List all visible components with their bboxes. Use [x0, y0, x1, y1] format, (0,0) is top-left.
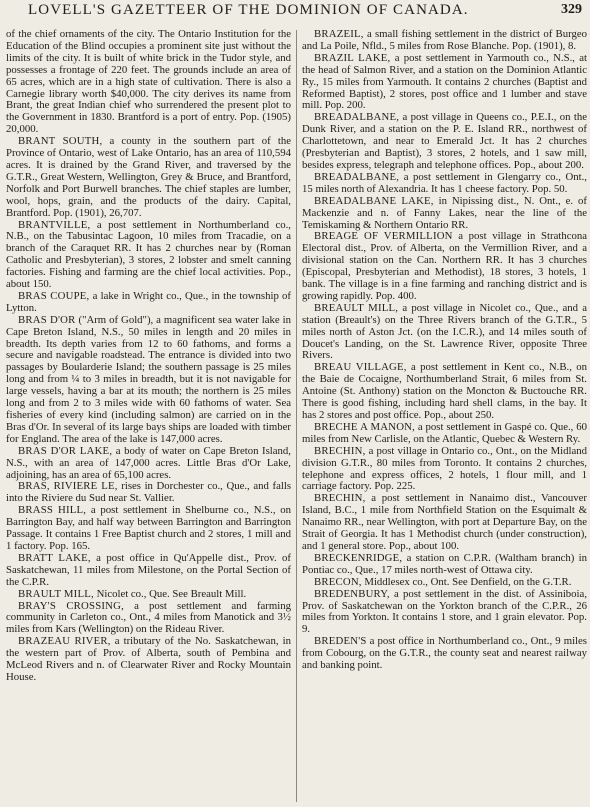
gazetteer-entry [6, 446, 291, 482]
entry-text: Middlesex co., Ont. See Denfield, on the G.T.R. [364, 575, 572, 588]
entry-headword: BREDEN'S [314, 635, 367, 648]
entry-text: a post office in Qu'Appelle dist., Prov. of Saskatchewan, 11 miles from Milestone, on the Portal Section of the C.P.R. [6, 551, 291, 588]
entry-headword: BRAS, RIVIERE LE, [18, 480, 118, 493]
entry-text: a post settlement in Gaspé co. Que., 60 miles from New Carlisle, on the Atlantic, Quebec & Western Ry. [302, 420, 587, 445]
left-column [6, 29, 291, 803]
gazetteer-entry [302, 112, 587, 172]
entry-text: a post settlement in Kent co., N.B., on the Baie de Cocaigne, Northumberland Strait, 6 miles from St. Antoine (St. Anthony) station on the Moncton & Buctouche RR. There is good fishing, including hard shell clams, in the bay. It has 2 stores and post office. Pop., about 250. [302, 361, 587, 421]
gazetteer-entry [302, 589, 587, 637]
entry-headword: BRECHIN, [314, 492, 366, 505]
column-divider [296, 30, 297, 802]
gazetteer-entry [6, 291, 291, 315]
entry-text: a post settlement in Northumberland co., N.B., on the Tabusintac Lagoon, 10 miles from Tracadie, on a branch of the Caraquet RR. It has 2 churches near by (Roman Catholic and Presbyterian), 3 stores, 2 lobster and smelt canning factories. Fishing and farming are the chief local activities. Pop., about 150. [6, 218, 291, 291]
gazetteer-entry [6, 636, 291, 684]
entry-headword: BRECHIN, [314, 444, 366, 457]
right-column [302, 29, 587, 803]
gazetteer-entry [302, 29, 587, 53]
entry-headword: BRAS D'OR LAKE, [18, 444, 113, 457]
entry-headword: BREADALBANE, [314, 170, 400, 183]
gazetteer-entry [302, 636, 587, 672]
gazetteer-entry [6, 29, 291, 136]
entry-headword: BRECKENRIDGE, [314, 551, 403, 564]
gazetteer-entry [302, 172, 587, 196]
entry-text: a post settlement in Shelburne co., N.S., on Barrington Bay, and half way between Barrington and Barrington Passage. It contains 1 Free Baptist church and 2 stores, 1 mill and 1 factory. Pop. 165. [6, 504, 291, 552]
entry-text: a post settlement in Glengarry co., Ont., 15 miles north of Alexandria. It has 1 cheese factory. Pop. 50. [302, 170, 587, 195]
gazetteer-entry [6, 315, 291, 446]
entry-headword: BRAZIL LAKE, [314, 51, 391, 64]
entry-headword: BRAS D'OR [18, 313, 76, 326]
entry-headword: BRAULT MILL, [18, 587, 94, 600]
entry-text: ("Arm of Gold"), a magnificent sea water lake in Cape Breton Island, N.S., 50 miles in length and 20 miles in breadth. Its depth varies from 12 to 60 fathoms, and forms a secure and navigable roadstead. The entrance is divided into two passages by Boularderie Island; the southern passage is 25 miles long and from ¼ to 3 miles in breadth, but it is not navigable for large vessels, having a bar at its mouth; the northern is 25 miles long and from 2 to 3 miles wide with 60 fathoms of water. Sea fisheries of every kind (including salmon) are carried on in the Bras d'Or. In several of its large bays ships are loaded with timber for England. The area of the lake is 147,000 acres. [6, 313, 291, 445]
entry-text: a small fishing settlement in the district of Burgeo and La Poile, Nfld., 5 miles from Rose Blanche. Pop. (1901), 8. [302, 29, 587, 52]
gazetteer-entry [6, 601, 291, 637]
gazetteer-entry [302, 446, 587, 494]
running-title: LOVELL'S GAZETTEER OF THE DOMINION OF CANADA. [28, 2, 469, 18]
gazetteer-entry [302, 53, 587, 113]
entry-headword: BRATT LAKE, [18, 551, 91, 564]
gazetteer-entry [302, 196, 587, 232]
entry-headword: BREAGE OF VERMILLION [314, 230, 453, 243]
gazetteer-entry [302, 231, 587, 302]
entry-text: in Nipissing dist., N. Ont., e. of Mackenzie and n. of Fanny Lakes, near the line of the Temiskaming & Northern Ontario RR. [302, 194, 587, 231]
gazetteer-entry [302, 362, 587, 422]
entry-text: a post village in Strathcona Electoral dist., Prov. of Alberta, on the Vermillion River, and a divisional station on the Can. Northern RR. It has 3 churches (Episcopal, Presbyterian and Methodist), 18 stores, 3 hotels, 1 bank. The village is in a fine farming and ranching district and is growing rapidly. Pop. 400. [302, 230, 587, 302]
entry-text: a lake in Wright co., Que., in the township of Lytton. [6, 289, 291, 314]
entry-headword: BRANTVILLE, [18, 218, 91, 231]
page-header [0, 0, 590, 24]
gazetteer-entry [6, 220, 291, 291]
entry-text: rises in Dorchester co., Que., and falls into the Riviere du Sud near St. Vallier. [6, 480, 291, 505]
entry-text: a post settlement in Yarmouth co., N.S., at the head of Salmon River, and a station on the Dominion Atlantic Ry., 15 miles from Yarmouth. It contains 2 churches (Baptist and Reformed Baptist), 2 stores, post office and 1 lumber and stave mill. Pop. 200. [302, 51, 587, 112]
entry-headword: BRAZEIL, [314, 29, 364, 40]
gazetteer-entry [302, 303, 587, 363]
gazetteer-entry [6, 553, 291, 589]
entry-headword: BRAS COUPE, [18, 289, 90, 302]
entry-text: a post settlement in Nanaimo dist., Vancouver Island, B.C., 1 mile from Northfield Station on the Esquimalt & Nanaimo RR., near Wellington, with port at Departure Bay, on the Strait of Georgia. It has 1 Methodist church (under construction), and 1 general store. Pop., about 100. [302, 492, 587, 552]
entry-headword: BREADALBANE, [314, 111, 400, 124]
entry-text: a post settlement in the dist. of Assiniboia, Prov. of Saskatchewan on the Yorkton branch of the C.P.R., 26 miles from Yorkton. It contains 1 store, and 1 grain elevator. Pop. 9. [302, 587, 587, 636]
entry-headword: BREAULT MILL, [314, 301, 399, 314]
entry-headword: BREADALBANE LAKE, [314, 194, 434, 207]
entry-headword: BREDENBURY, [314, 587, 390, 600]
entry-headword: BREAU VILLAGE, [314, 361, 407, 374]
entry-text: a post village in Nicolet co., Que., and a station (Breault's) on the Three Rivers branch of the G.T.R., 5 miles north of Aston Jct. (on the I.C.R.), and 14 miles south of Doucet's Landing, on the St. Lawrence River, opposite Three Rivers. [302, 301, 587, 362]
entry-text: a county in the southern part of the Province of Ontario, west of Lake Ontario, has an area of 110,594 acres. It is drained by the Grand River, and traversed by the G.T.R., Great Western, Wellington, Grey & Bruce, and Brantford, Norfolk and Port Burwell branches. The chief staples are lumber, wool, hops, grain, and the products of the dairy. Capital, Brantford. Pop. (1901), 26,707. [6, 135, 291, 219]
gazetteer-entry [302, 553, 587, 577]
entry-text: a post office in Northumberland co., Ont., 9 miles from Cobourg, on the G.T.R., the county seat and nearest railway and banking point. [302, 635, 587, 672]
gazetteer-entry [6, 505, 291, 553]
entry-text: a post village in Queens co., P.E.I., on the Dunk River, and a station on the P. E. Island RR., northwest of Charlottetown, and near to Emerald Jct. It has 2 churches (Presbyterian and Baptist), 3 stores, 2 hotels, and 1 saw mill, besides express, telegraph and telephone offices. Pop., about 200. [302, 111, 587, 171]
entry-text: a station on C.P.R. (Waltham branch) in Pontiac co., Que., 17 miles north-west of Ottawa city. [302, 551, 587, 576]
entry-headword: BRECHE A MANON, [314, 420, 416, 433]
entry-text: a post village in Ontario co., Ont., on the Midland division G.T.R., 80 miles from Toronto. It contains 2 churches, telephone and express offices, 2 hotels, 1 flour mill, and 1 carriage factory. Pop. 225. [302, 444, 587, 493]
entry-text: Nicolet co., Que. See Breault Mill. [96, 587, 247, 600]
gazetteer-entry [302, 422, 587, 446]
entry-headword: BRAY'S CROSSING, [18, 599, 124, 612]
entry-headword: BRANT SOUTH, [18, 135, 103, 148]
entry-text: a body of water on Cape Breton Island, N.S., with an area of 147,000 acres. Little Bras d'Or Lake, adjoining, has an area of 65,100 acres. [6, 444, 291, 481]
entry-text: of the chief ornaments of the city. The Ontario Institution for the Education of the Blind occupies a prominent site just without the limits of the city. It is built of white brick in the Tudor style, and possesses a frontage of 220 feet. The grounds include an area of 65 acres, which are in a high state of cultivation. There is also a Carnegie library worth $40,000. The city derives its name from Brant, the great Indian chief who surrendered the present plot to the Government in 1830. Brantford is a port of entry. Pop. (1905) 20,000. [6, 29, 291, 136]
gazetteer-entry [302, 493, 587, 553]
gazetteer-entry [6, 481, 291, 505]
gazetteer-entry [6, 136, 291, 219]
entry-text: a tributary of the No. Saskatchewan, in the western part of Prov. of Alberta, south of Pembina and McLeod Rivers and n. of Clearwater River and Rocky Mountain House. [6, 635, 291, 683]
page-number: 329 [561, 2, 582, 17]
entry-text: a post settlement and farming community in Carleton co., Ont., 4 miles from Manotick and 3½ miles from Kars (Wellington) on the Rideau River. [6, 599, 291, 636]
entry-headword: BRASS HILL, [18, 504, 87, 517]
entry-headword: BRECON, [314, 575, 362, 588]
entry-headword: BRAZEAU RIVER, [18, 635, 111, 648]
